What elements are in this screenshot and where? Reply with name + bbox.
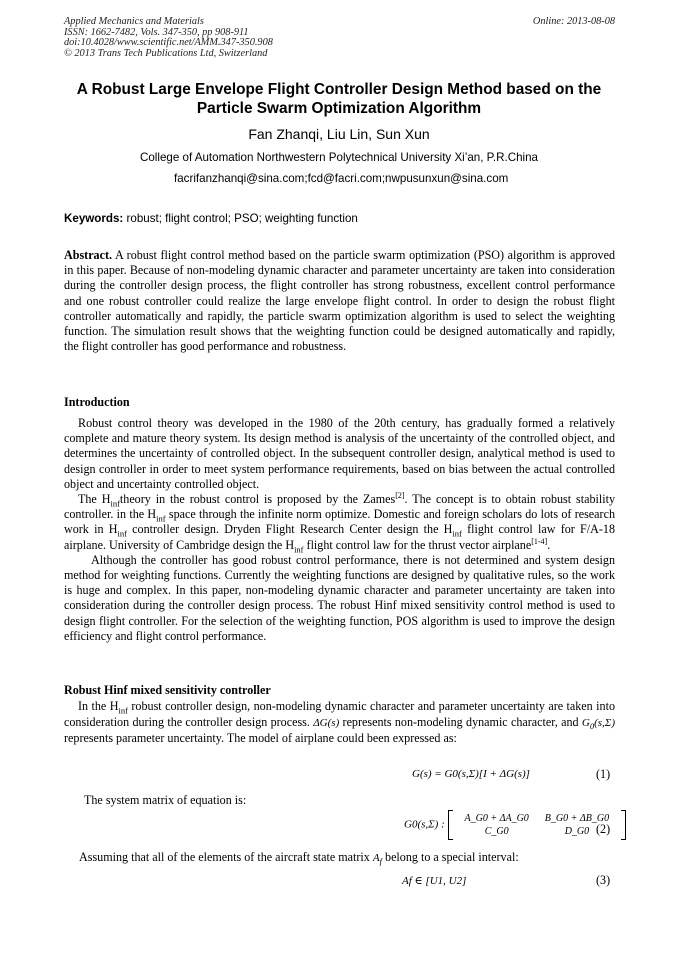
journal-doi: doi:10.4028/www.scientific.net/AMM.347-350.908 [64,37,273,49]
title-line-2: Particle Swarm Optimization Algorithm [196,99,482,117]
keywords-label: Keywords: [64,212,124,225]
online-date: Online: 2013-08-08 [532,16,615,27]
equation-1-number: (1) [596,767,611,781]
abstract [64,248,615,354]
equation-2-lhs: G0(s,Σ) : [404,818,445,831]
citation-ref: [1-4] [531,536,548,546]
robust-paragraph-1: In the $H_{inf}$ robust controller design, non-modeling dynamic character and parameter uncertainty are taken into consideration during the controller design process. ΔG(s) represents non-modeling dynamic character, and $G_0(s,\Sigma)$ represents parameter uncertainty. The model of airplane could been expressed as: [64,699,615,746]
journal-copyright: © 2013 Trans Tech Publications Ltd, Switzerland [64,47,268,59]
title-line-1: A Robust Large Envelope Flight Controller Design Method based on the [76,81,602,98]
journal-header [64,17,273,59]
matrix-cell-b: B_G0 + ΔB_G0 [544,813,610,824]
g0-symbol: $G_0(s,\Sigma)$ [581,716,615,731]
system-matrix-text: The system matrix of equation is: [84,793,247,807]
matrix-cell-a: A_G0 + ΔA_G0 [464,813,529,824]
intro-section [64,416,615,644]
assumption-text: Assuming that all of the elements of the aircraft state matrix $A_f$ belong to a special interval: [79,850,519,867]
author-emails: facrifanzhanqi@sina.com;fcd@facri.com;nwpusunxun@sina.com [174,172,509,185]
equation-1: G(s) = G0(s,Σ)[I + ΔG(s)] [412,768,530,780]
citation-ref: [2] [395,490,405,500]
equation-3: Af ∈ [U1, U2] [402,875,467,887]
abstract-label: Abstract. [64,248,113,262]
author-list: Fan Zhanqi, Liu Lin, Sun Xun [248,126,430,142]
equation-2 [404,810,626,840]
paper-title [40,81,638,118]
section-heading-introduction: Introduction [64,395,130,409]
intro-paragraph-2: The $H_{inf}theory$ in the robust control is proposed by the Zames[2]. The concept is to obtain robust stability controller. in the $H_{inf}$ space through the infinite norm optimize. Domestic and foreign scholars do lots of research work in $H_{inf}$ controller design. Dryden Flight Research Center design the $H_{inf}$ flight control law for F/A-18 airplane. University of Cambridge design the $H_{inf}$ flight control law for the thrust vector airplane[1-4]. [64,490,616,555]
journal-issn: ISSN: 1662-7482, Vols. 347-350, pp 908-911 [64,26,249,38]
intro-paragraph-1: Robust control theory was developed in the 1980 of the 20th century, has gradually formed a relatively complete and mature theory system. Its design method is analysis of the uncertainty of the controlled object, and determines the uncertainty of controlled object. In the subsequent controller design, analytical method is used to design controller in order to meet system performance requirements, based on bias between the actual controlled object and uncertainty controlled object. [64,416,615,491]
equation-3-number: (3) [596,873,611,887]
intro-paragraph-3: Although the controller has good robust control performance, there is not determined and system design method for weighting functions. Currently the weighting functions are designed by qualitative rules, so the work is huge and complex. In this paper, non-modeling dynamic character and parameter uncertainty are taken into consideration during the controller design process. The robust Hinf mixed sensitivity control method is used to design flight controller. For the selection of the weighting function, POS algorithm is used to improve the design efficiency and flight control performance. [64,552,615,643]
matrix-cell-d: D_G0 [564,826,590,837]
abstract-text: A robust flight control method based on the particle swarm optimization (PSO) algorithm is approved in this paper. Because of non-modeling dynamic character and parameter uncertainty are taken into consideration during the controller design process, the flight controller has strong robustness, excellent control performance and one robust controller could realize the large envelope flight control. In order to design the robust flight controller automatically and rapidly, the particle swarm optimization algorithm is used to select the weighting function. The simulation result shows that the weighting function could be designed automatically and rapidly, the flight controller has good performance and robustness. [64,248,615,354]
equation-2-number: (2) [596,822,611,836]
affiliation: College of Automation Northwestern Polytechnical University Xi’an, P.R.China [139,151,539,164]
section-heading-robust-hinf: Robust Hinf mixed sensitivity controller [64,683,271,697]
af-symbol: $A_f$ [372,852,382,867]
journal-name: Applied Mechanics and Materials [64,16,204,27]
matrix-cell-c: C_G0 [484,826,509,837]
delta-g-symbol: ΔG(s) [313,716,340,729]
keywords [64,212,358,225]
keywords-text: robust; flight control; PSO; weighting function [126,212,358,225]
